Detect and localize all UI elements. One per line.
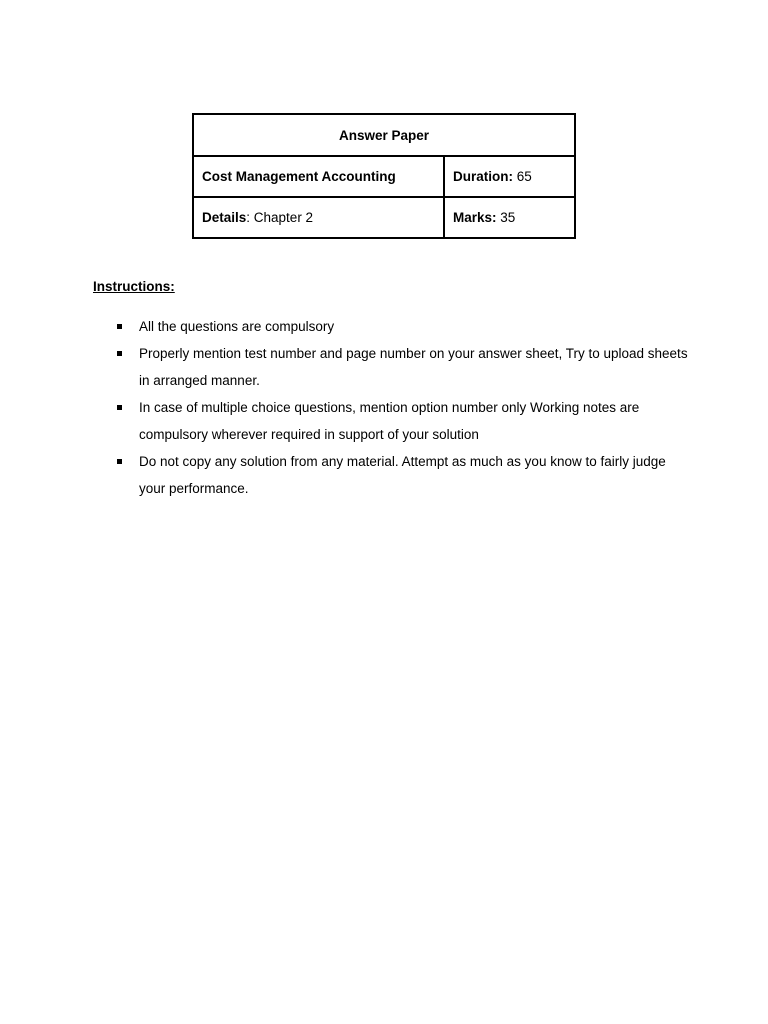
square-bullet-icon <box>117 459 122 464</box>
instructions-list <box>113 313 693 502</box>
details-cell <box>193 197 444 238</box>
instruction-item <box>113 340 693 394</box>
details-label: Details <box>202 210 247 225</box>
instruction-text: Properly mention test number and page number on your answer sheet, Try to upload sheets in arranged manner. <box>139 346 688 388</box>
header-details-row <box>193 197 575 238</box>
duration-cell <box>444 156 575 197</box>
duration-label: Duration: <box>453 169 513 184</box>
square-bullet-icon <box>117 324 122 329</box>
instruction-text: All the questions are compulsory <box>139 319 335 334</box>
instruction-item <box>113 448 693 502</box>
answer-paper-header-table <box>192 113 576 239</box>
marks-value: 35 <box>496 210 516 225</box>
duration-value: 65 <box>513 169 532 184</box>
subject-name: Cost Management Accounting <box>193 156 444 197</box>
square-bullet-icon <box>117 405 122 410</box>
marks-cell <box>444 197 575 238</box>
marks-label: Marks: <box>453 210 497 225</box>
square-bullet-icon <box>117 351 122 356</box>
instruction-item <box>113 394 693 448</box>
instruction-text: In case of multiple choice questions, mention option number only Working notes are compulsory wherever required in support of your solution <box>139 400 640 442</box>
instructions-heading: Instructions: <box>93 279 175 294</box>
details-value: : Chapter 2 <box>246 210 314 225</box>
header-title-row <box>193 114 575 156</box>
instruction-text: Do not copy any solution from any material. Attempt as much as you know to fairly judge your performance. <box>139 454 666 496</box>
instruction-item <box>113 313 693 340</box>
answer-paper-title: Answer Paper <box>193 114 575 156</box>
header-subject-row <box>193 156 575 197</box>
